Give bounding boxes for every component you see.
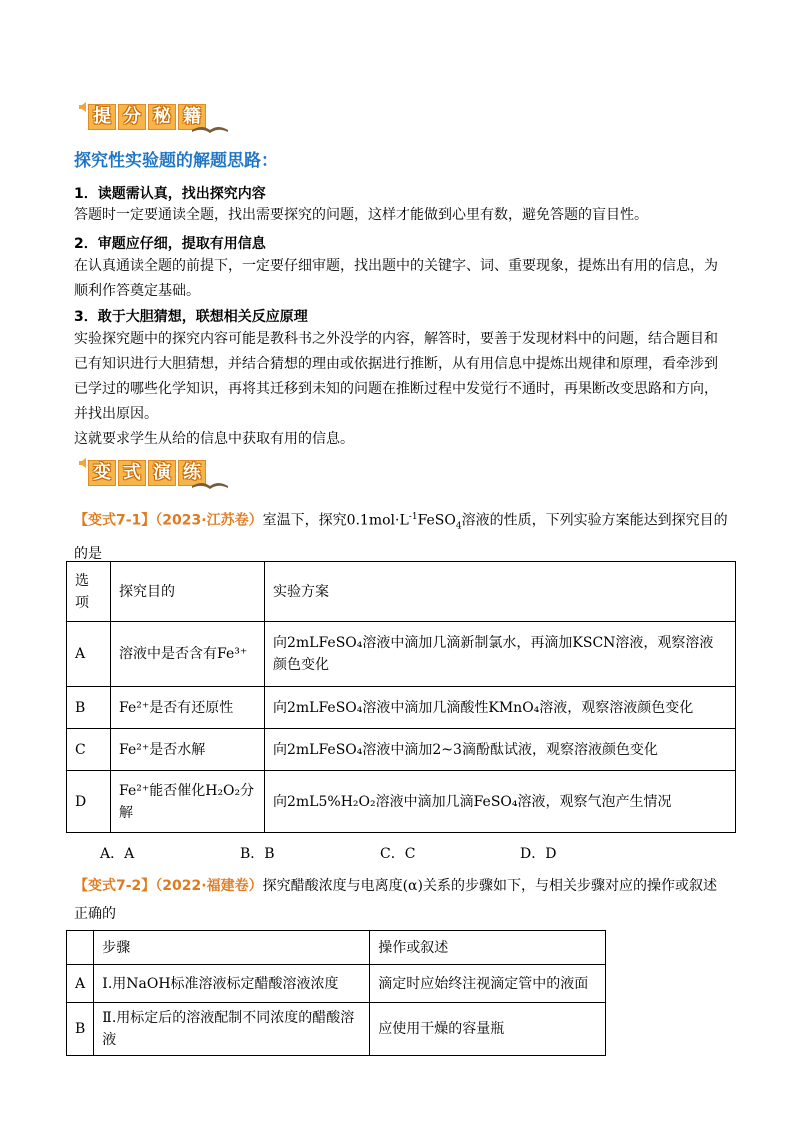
table-row: [67, 729, 736, 771]
banner-char: 提: [88, 104, 116, 130]
point-heading: 2．审题应仔细，提取有用信息: [74, 236, 266, 252]
banner-char: 变: [88, 460, 116, 486]
option-cell: A: [67, 965, 94, 1003]
option-cell: A: [67, 622, 111, 687]
banner-char: 练: [178, 460, 206, 486]
answer-choices: [100, 843, 660, 863]
desc-cell: 滴定时应始终注视滴定管中的液面: [370, 965, 606, 1003]
aim-cell: Fe²⁺是否有还原性: [111, 687, 265, 729]
header-cell: 探究目的: [111, 562, 265, 622]
plan-cell: 向2mLFeSO₄溶液中滴加几滴新制氯水，再滴加KSCN溶液，观察溶液颜色变化: [265, 622, 736, 687]
plan-cell: 向2mLFeSO₄溶液中滴加2~3滴酚酞试液，观察溶液颜色变化: [265, 729, 736, 771]
banner-char: 演: [148, 460, 176, 486]
choice-b[interactable]: B．B: [240, 846, 275, 862]
header-cell: 操作或叙述: [370, 931, 606, 965]
aim-cell: Fe²⁺是否水解: [111, 729, 265, 771]
plan-cell: 向2mL5%H₂O₂溶液中滴加几滴FeSO₄溶液，观察气泡产生情况: [265, 771, 736, 833]
formula: FeSO: [417, 512, 456, 529]
banner-char: 式: [118, 460, 146, 486]
table-row: [67, 965, 606, 1003]
step-cell: Ⅱ.用标定后的溶液配制不同浓度的醋酸溶液: [94, 1003, 370, 1056]
formula-subscript: 4: [455, 521, 462, 532]
step-cell: Ⅰ.用NaOH标准溶液标定醋酸溶液浓度: [94, 965, 370, 1003]
point-text: 在认真通读全题的前提下，一定要仔细审题，找出题中的关键字、词、重要现象，提炼出有用的信息，为顺利作答奠定基础。: [74, 258, 718, 299]
closing-text: 这就要求学生从给的信息中获取有用的信息。: [74, 431, 354, 447]
point-heading: 1．读题需认真，找出探究内容: [74, 186, 266, 202]
choice-a[interactable]: A．A: [100, 846, 135, 862]
stem-text: 溶液的性质，下列实验方案能达到探究目的的是: [74, 512, 728, 563]
option-cell: B: [67, 687, 111, 729]
concentration: 0.1mol·L: [346, 512, 409, 529]
question-2-table: [66, 930, 606, 1056]
aim-cell: 溶液中是否含有Fe³⁺: [111, 622, 265, 687]
choice-d[interactable]: D．D: [520, 846, 557, 862]
header-cell: [67, 931, 94, 965]
book-icon: [190, 120, 230, 134]
point-heading: 3．敢于大胆猜想，联想相关反应原理: [74, 309, 308, 325]
stem-text: 探究醋酸浓度与电离度(α)关系的步骤如下，与相关步骤对应的操作或叙述正确的: [74, 878, 717, 922]
option-cell: D: [67, 771, 111, 833]
table-row: [67, 622, 736, 687]
option-cell: C: [67, 729, 111, 771]
header-cell: 步骤: [94, 931, 370, 965]
banner-char: 分: [118, 104, 146, 130]
book-icon: [190, 476, 230, 490]
table-header-row: [67, 562, 736, 622]
question-1-stem: [74, 503, 734, 568]
question-tag: 【变式7-2】（2022·福建卷）: [74, 878, 263, 894]
header-cell: 实验方案: [265, 562, 736, 622]
table-header-row: [67, 931, 606, 965]
question-tag: 【变式7-1】（2023·江苏卷）: [74, 512, 263, 529]
banner-char: 秘: [148, 104, 176, 130]
plan-cell: 向2mLFeSO₄溶液中滴加几滴酸性KMnO₄溶液，观察溶液颜色变化: [265, 687, 736, 729]
question-2-stem: [74, 872, 724, 928]
table-row: [67, 1003, 606, 1056]
choice-c[interactable]: C．C: [380, 846, 416, 862]
option-cell: B: [67, 1003, 94, 1056]
stem-text: 室温下，探究: [262, 512, 347, 529]
aim-cell: Fe²⁺能否催化H₂O₂分解: [111, 771, 265, 833]
table-row: [67, 771, 736, 833]
concentration-exponent: -1: [408, 512, 418, 522]
section-title: 探究性实验题的解题思路：: [74, 151, 278, 171]
banner-char: 籍: [178, 104, 206, 130]
desc-cell: 应使用干燥的容量瓶: [370, 1003, 606, 1056]
question-1-table: [66, 561, 736, 833]
table-row: [67, 687, 736, 729]
header-cell: 选项: [67, 562, 111, 622]
point-text: 答题时一定要通读全题，找出需要探究的问题，这样才能做到心里有数，避免答题的盲目性。: [74, 207, 648, 223]
point-text: 实验探究题中的探究内容可能是教科书之外没学的内容，解答时，要善于发现材料中的问题，结合题目和已有知识进行大胆猜想，并结合猜想的理由或依据进行推断，从有用信息中提炼出规律和原理，看牵涉到已学过的哪些化学知识，再将其迁移到未知的问题在推断过程中发觉行不通时，再果断改变思路和方向，并找出原因。: [74, 331, 718, 422]
